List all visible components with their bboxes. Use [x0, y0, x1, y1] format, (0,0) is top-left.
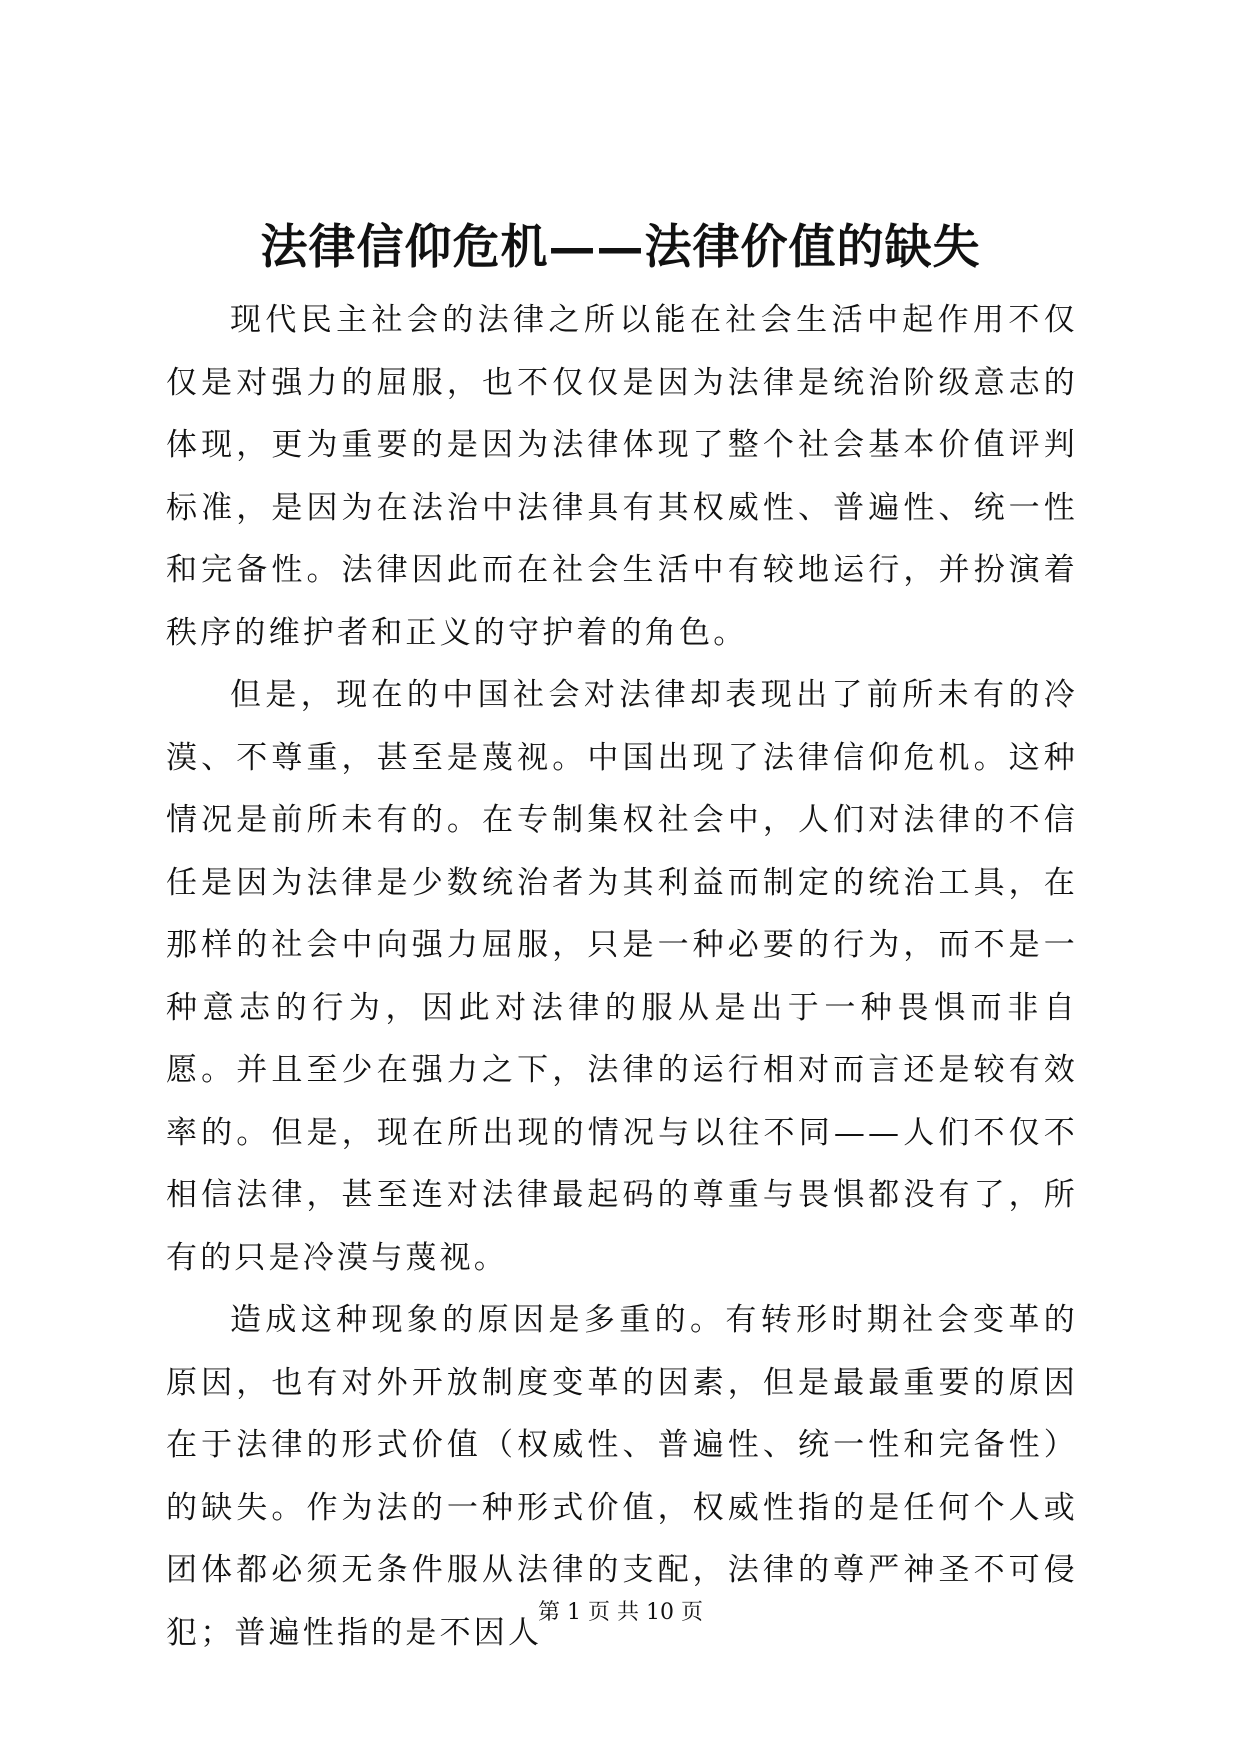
document-title: 法律信仰危机——法律价值的缺失: [260, 220, 981, 275]
page-number-footer: 第 1 页 共 10 页: [538, 1600, 703, 1625]
paragraph-2: 但是，现在的中国社会对法律却表现出了前所未有的冷漠、不尊重，甚至是蔑视。中国出现了法律信仰危机。这种情况是前所未有的。在专制集权社会中，人们对法律的不信任是因为法律是少数统治者为其利益而制定的统治工具，在那样的社会中向强力屈服，只是一种必要的行为，而不是一种意志的行为，因此对法律的服从是出于一种畏惧而非自愿。并且至少在强力之下，法律的运行相对而言还是较有效率的。但是，现在所出现的情况与以往不同——人们不仅不相信法律，甚至连对法律最起码的尊重与畏惧都没有了，所有的只是冷漠与蔑视。: [166, 677, 1078, 1276]
paragraph-1: 现代民主社会的法律之所以能在社会生活中起作用不仅仅是对强力的屈服，也不仅仅是因为法律是统治阶级意志的体现，更为重要的是因为法律体现了整个社会基本价值评判标准，是因为在法治中法律具有其权威性、普遍性、统一性和完备性。法律因此而在社会生活中有较地运行，并扮演着秩序的维护者和正义的守护着的角色。: [166, 302, 1078, 651]
paragraph-3: 造成这种现象的原因是多重的。有转形时期社会变革的原因，也有对外开放制度变革的因素，但是最最重要的原因在于法律的形式价值（权威性、普遍性、统一性和完备性）的缺失。作为法的一种形式价值，权威性指的是任何个人或团体都必须无条件服从法律的支配，法律的尊严神圣不可侵犯；普遍性指的是不因人: [166, 1302, 1078, 1651]
document-body: [166, 289, 1078, 1664]
